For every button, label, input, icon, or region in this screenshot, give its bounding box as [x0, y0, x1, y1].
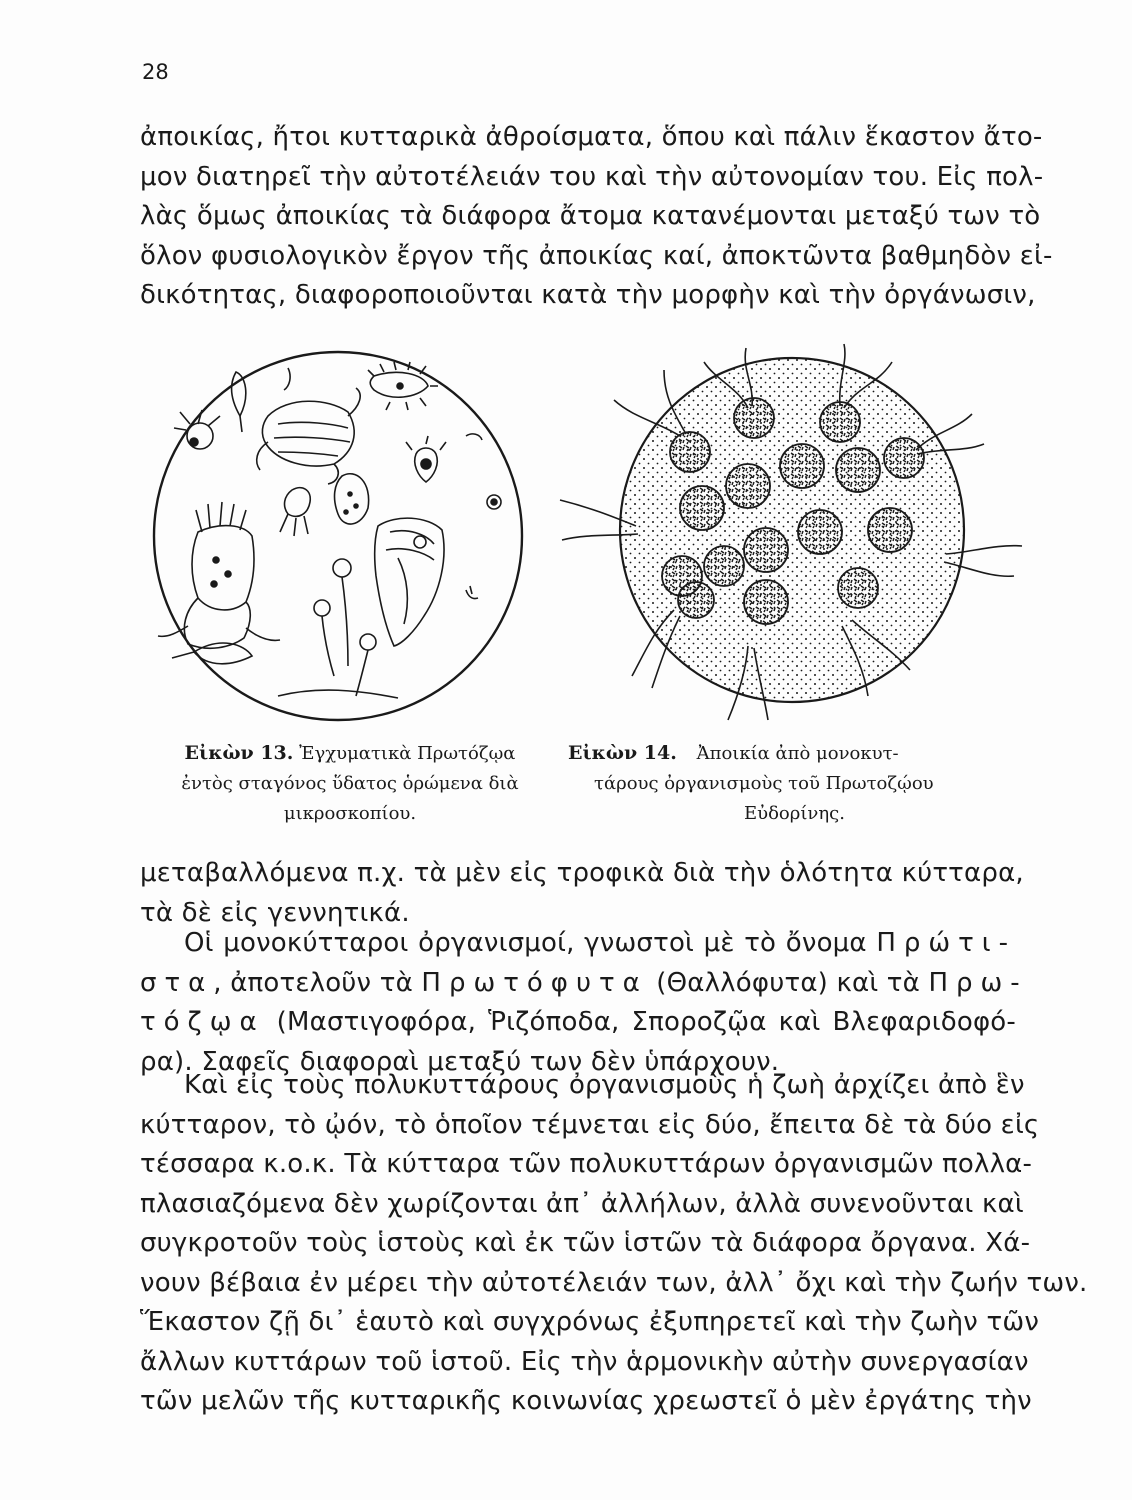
text-line: λὰς ὅμως ἀποικίας τὰ διάφορα ἄτομα κατανέμονται μεταξύ των τὸ	[140, 201, 1041, 231]
figure-14-caption-line: Εὐδορίνης.	[744, 803, 845, 824]
page-number: 28	[142, 60, 169, 84]
figure-14-caption-line	[568, 738, 1028, 769]
text-fragment: , ἀποτελοῦν τὰ	[213, 967, 422, 998]
text-line: Ἕκαστον ζῇ δι᾿ ἑαυτὸ καὶ συγχρόνως ἐξυπηρετεῖ καὶ τὴν ζωὴν τῶν	[140, 1307, 1040, 1337]
text-line: συγκροτοῦν τοὺς ἱστοὺς καὶ ἐκ τῶν ἱστῶν τὰ διάφορα ὄργανα. Χά-	[140, 1228, 1031, 1258]
term-protozoa-end: τόζῳα	[140, 1007, 265, 1037]
term-protista: Πρώτι-	[876, 928, 1016, 958]
text-line	[140, 1003, 1016, 1043]
text-line: ρα). Σαφεῖς διαφοραὶ μεταξύ των δὲν ὑπάρχουν.	[140, 1046, 780, 1077]
bottom-paragraph	[140, 1066, 1088, 1422]
text-line: πλασιαζόμενα δὲν χωρίζονται ἀπ᾿ ἀλλήλων, ἀλλὰ συνενοῦνται καὶ	[140, 1188, 1024, 1219]
figure-13-protozoa-illustration	[128, 346, 548, 726]
text-line: μεταβαλλόμενα π.χ. τὰ μὲν εἰς τροφικὰ διὰ τὴν ὁλότητα κύτταρα,	[140, 858, 1024, 888]
text-fragment: (Θαλλόφυτα) καὶ τὰ	[647, 967, 929, 998]
figure-14-label: Εἰκὼν 14.	[568, 742, 677, 764]
text-line: ἄλλων κυττάρων τοῦ ἱστοῦ. Εἰς τὴν ἁρμονικὴν αὐτὴν συνεργασίαν	[140, 1346, 1029, 1377]
text-line	[140, 964, 1028, 1004]
text-line: τέσσαρα κ.ο.κ. Τὰ κύτταρα τῶν πολυκυττάρων ὀργανισμῶν πολλα-	[140, 1149, 1033, 1179]
text-line: ἀποικίας, ἤτοι κυτταρικὰ ἀθροίσματα, ὅπου καὶ πάλιν ἕκαστον ἄτο-	[140, 122, 1043, 152]
figure-14-caption-line: τάρους ὀργανισμοὺς τοῦ Πρωτοζῴου	[594, 773, 934, 794]
text-line: ὅλον φυσιολογικὸν ἔργον τῆς ἀποικίας καί, ἀποκτῶντα βαθμηδὸν εἰ-	[140, 240, 1053, 271]
figure-13-caption-line: μικροσκοπίου.	[283, 803, 417, 824]
figure-14-caption-text: Ἀποικία ἀπὸ μονοκυτ-	[696, 743, 899, 764]
text-line: τὰ δὲ εἰς γεννητικά.	[140, 897, 410, 928]
text-line: νουν βέβαια ἐν μέρει τὴν αὐτοτέλειάν των, ἀλλ᾿ ὄχι καὶ τὴν ζωήν των.	[140, 1267, 1088, 1298]
text-line: μον διατηρεῖ τὴν αὐτοτέλειάν του καὶ τὴν αὐτονομίαν του. Εἰς πολ-	[140, 161, 1044, 192]
text-fragment: (Μαστιγοφόρα, Ῥιζόποδα, Σποροζῷα καὶ Βλεφαριδοφό-	[264, 1007, 1016, 1037]
protista-paragraph	[140, 924, 1028, 1082]
figure-13-caption-text: Ἐγχυματικὰ Πρωτόζῳα	[299, 743, 516, 764]
text-fragment: Οἱ μονοκύτταροι ὀργανισμοί, γνωστοὶ μὲ τὸ ὄνομα	[184, 928, 877, 958]
figure-13-caption	[150, 738, 550, 829]
top-paragraph	[140, 118, 1053, 316]
text-line: δικότητας, διαφοροποιοῦνται κατὰ τὴν μορφὴν καὶ τὴν ὀργάνωσιν,	[140, 280, 1036, 310]
figure-13-caption-line: ἐντὸς σταγόνος ὕδατος ὁρώμενα διὰ	[181, 773, 519, 794]
figure-13-caption-line	[150, 738, 550, 769]
term-protophyta: Πρωτόφυτα	[421, 967, 648, 998]
text-line	[140, 924, 1016, 964]
term-protista-end: στα	[140, 967, 214, 998]
figure-13-label: Εἰκὼν 13.	[184, 742, 294, 764]
text-line: τῶν μελῶν τῆς κυτταρικῆς κοινωνίας χρεωστεῖ ὁ μὲν ἐργάτης τὴν	[140, 1386, 1032, 1416]
text-line: Καὶ εἰς τοὺς πολυκυττάρους ὀργανισμοὺς ἡ ζωὴ ἀρχίζει ἀπὸ ἓν	[184, 1070, 1025, 1100]
figure-14-caption	[568, 738, 1028, 829]
middle-paragraph	[140, 854, 1024, 933]
figure-14-eudorina-colony-illustration	[552, 340, 1028, 732]
text-line: κύτταρον, τὸ ᾠόν, τὸ ὁποῖον τέμνεται εἰς δύο, ἔπειτα δὲ τὰ δύο εἰς	[140, 1109, 1040, 1140]
term-protozoa: Πρω-	[928, 967, 1028, 998]
